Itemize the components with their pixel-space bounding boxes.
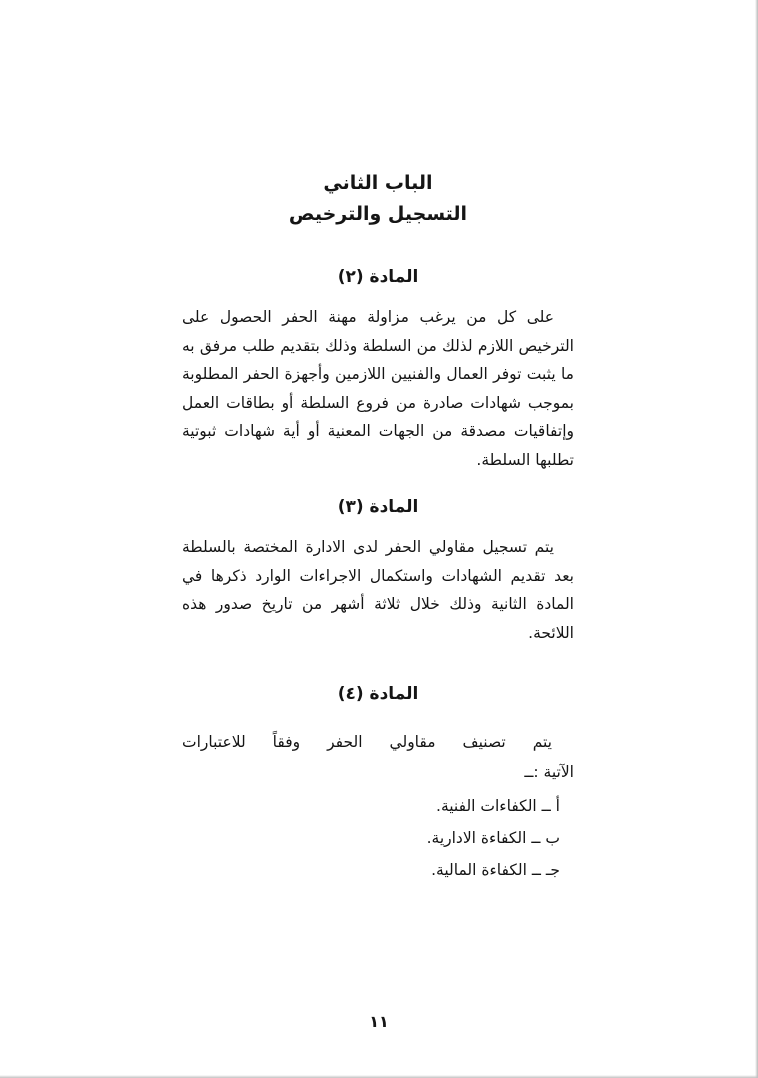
article-2-body: على كل من يرغب مزاولة مهنة الحفر الحصول على الترخيص اللازم لذلك من السلطة وذلك بتقديم طلب مرفق به ما يثبت توفر العمال والفنيين اللازمين وأجهزة الحفر المطلوبة بموجب شهادات صادرة من فروع السلطة أو بطاقات العمل وإتفاقيات مصدقة من الجهات المعنية أو أية شهادات ثبوتية تطلبها السلطة. [182, 308, 574, 469]
article-4 [182, 681, 574, 886]
article-2-heading: المادة (٢) [337, 267, 419, 287]
article-3-heading: المادة (٣) [337, 497, 419, 517]
list-item: جـ ــ الكفاءة المالية. [431, 861, 560, 879]
article-3 [182, 494, 574, 647]
article-4-list-intro: الآتية :ــ [524, 763, 574, 781]
list-item: ب ــ الكفاءة الادارية. [426, 829, 560, 847]
chapter-title: الباب الثاني [323, 172, 433, 194]
list-item: أ ــ الكفاءات الفنية. [436, 797, 560, 815]
page-content [182, 168, 574, 886]
article-4-classify-line: يتم تصنيف مقاولي الحفر وفقاً للاعتبارات [182, 733, 552, 751]
article-2 [182, 264, 574, 474]
article-4-heading: المادة (٤) [337, 684, 419, 704]
page-number: ١١ [369, 1012, 389, 1031]
article-3-body: يتم تسجيل مقاولي الحفر لدى الادارة المختصة بالسلطة بعد تقديم الشهادات واستكمال الاجراءات الوارد ذكرها في المادة الثانية وذلك خلال ثلاثة أشهر من تاريخ صدور هذه اللائحة. [182, 538, 574, 642]
chapter-subtitle: التسجيل والترخيص [288, 203, 468, 225]
classification-list [182, 790, 574, 886]
